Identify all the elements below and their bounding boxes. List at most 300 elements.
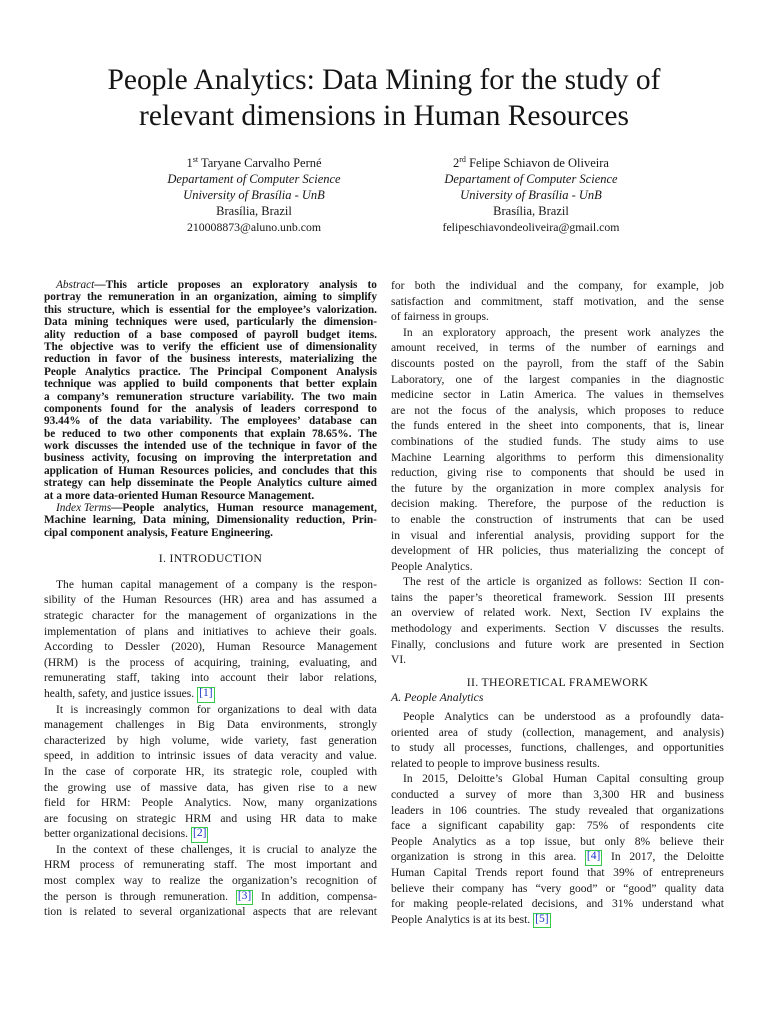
word: reduction bbox=[73, 328, 120, 341]
word: as bbox=[605, 711, 616, 724]
word: functions, bbox=[520, 742, 567, 755]
word: framework. bbox=[553, 591, 607, 604]
word: aiming bbox=[283, 291, 317, 304]
word: Human bbox=[217, 502, 254, 515]
word: to bbox=[324, 781, 334, 794]
word: organizations bbox=[661, 804, 724, 817]
text-line bbox=[391, 435, 724, 451]
word: of bbox=[467, 726, 478, 739]
word: the bbox=[167, 353, 183, 366]
word: can bbox=[359, 415, 377, 428]
word: interests, bbox=[238, 353, 282, 366]
word: of bbox=[125, 625, 136, 638]
word: dimension- bbox=[323, 316, 377, 329]
word: at bbox=[44, 489, 54, 502]
word: management bbox=[44, 719, 103, 732]
word: capital bbox=[120, 578, 152, 591]
word: entered bbox=[447, 420, 482, 433]
word: an bbox=[422, 326, 434, 339]
word: organizations bbox=[314, 797, 377, 810]
word: many bbox=[278, 797, 304, 810]
word: data bbox=[704, 882, 724, 895]
word: area. bbox=[554, 851, 577, 864]
word: II bbox=[689, 576, 697, 589]
word: aimed bbox=[347, 477, 377, 490]
word: issues. bbox=[163, 687, 195, 700]
word: components bbox=[531, 467, 587, 480]
word: be bbox=[523, 711, 535, 724]
word: policies, bbox=[502, 545, 541, 558]
word: Resources bbox=[164, 594, 212, 607]
word: People bbox=[391, 560, 423, 573]
word: discusses bbox=[74, 440, 118, 453]
text-line bbox=[44, 304, 377, 316]
word: in bbox=[489, 342, 499, 355]
word: to bbox=[305, 843, 314, 856]
text-line bbox=[391, 638, 724, 654]
word: medicine bbox=[391, 389, 434, 402]
word: focusing bbox=[67, 812, 107, 825]
word: human bbox=[81, 578, 113, 591]
word: valorization. bbox=[316, 303, 377, 316]
word: explain bbox=[270, 427, 306, 440]
author-university: University of Brasília - UnB bbox=[460, 188, 602, 202]
word: management, bbox=[312, 502, 377, 515]
word: the bbox=[236, 303, 252, 316]
word: training, bbox=[250, 656, 290, 669]
word: group bbox=[697, 773, 724, 786]
text-line bbox=[391, 866, 724, 882]
word: in bbox=[180, 291, 190, 304]
text-line bbox=[44, 440, 377, 452]
word: HR bbox=[477, 545, 494, 558]
word: to bbox=[688, 435, 698, 448]
word: and bbox=[460, 623, 478, 636]
word: to bbox=[367, 279, 377, 291]
word: the bbox=[361, 353, 377, 366]
citation-link[interactable]: [2] bbox=[191, 827, 208, 843]
word: perform bbox=[578, 451, 616, 464]
word: payroll bbox=[263, 328, 299, 341]
word: proposes bbox=[624, 404, 666, 417]
word: the bbox=[560, 326, 575, 339]
word: con- bbox=[703, 576, 724, 589]
word: a bbox=[449, 789, 455, 801]
text-line bbox=[391, 279, 724, 295]
word: study bbox=[409, 742, 435, 755]
word: important bbox=[305, 859, 351, 872]
word: Capital bbox=[433, 866, 467, 879]
word: (2020), bbox=[171, 641, 205, 654]
word: visual bbox=[410, 529, 439, 542]
word: analysis, bbox=[534, 529, 575, 542]
word: Index Terms—People bbox=[56, 502, 155, 515]
word: by bbox=[116, 734, 129, 747]
word: of bbox=[174, 656, 185, 669]
word: the bbox=[709, 529, 724, 542]
word: the bbox=[165, 609, 180, 622]
word: article bbox=[486, 576, 516, 589]
word: in bbox=[98, 353, 108, 366]
citation-link[interactable]: [4] bbox=[585, 850, 602, 866]
section-heading-introduction: I. INTRODUCTION bbox=[158, 551, 263, 566]
word: People bbox=[44, 365, 76, 378]
word: believe bbox=[659, 835, 694, 848]
word: People bbox=[391, 913, 423, 926]
word: assumed bbox=[324, 594, 365, 607]
word: and bbox=[177, 625, 194, 638]
word: be bbox=[681, 513, 693, 526]
word: the bbox=[362, 843, 377, 856]
word: for bbox=[216, 303, 231, 316]
word: to bbox=[333, 812, 343, 825]
text-line bbox=[44, 329, 377, 341]
citation-link[interactable]: [5] bbox=[533, 913, 550, 929]
word: is bbox=[472, 913, 481, 926]
word: the bbox=[546, 498, 561, 511]
word: of bbox=[237, 750, 248, 763]
word: Section bbox=[648, 576, 683, 589]
word: reduction, bbox=[295, 514, 346, 527]
text-line bbox=[44, 502, 377, 514]
word: practice. bbox=[138, 365, 181, 378]
word: organization bbox=[496, 482, 554, 495]
word: is bbox=[305, 578, 314, 591]
word: a bbox=[343, 781, 349, 794]
word: and bbox=[325, 750, 342, 763]
text-line bbox=[44, 609, 377, 625]
word: essential bbox=[169, 303, 210, 316]
word: strong bbox=[473, 851, 503, 864]
word: of bbox=[507, 789, 517, 801]
word: of bbox=[545, 342, 556, 355]
word: Finally, bbox=[391, 638, 426, 651]
word: to bbox=[674, 404, 684, 417]
word: Analytics. bbox=[425, 560, 473, 573]
word: has bbox=[238, 781, 254, 794]
word: that bbox=[627, 513, 645, 526]
word: that bbox=[653, 420, 671, 433]
word: believe bbox=[391, 882, 425, 895]
word: the bbox=[123, 440, 139, 453]
text-line bbox=[44, 353, 377, 365]
word: payroll, bbox=[526, 357, 563, 370]
word: using bbox=[246, 812, 272, 825]
word: earnings bbox=[657, 342, 697, 355]
word: better bbox=[305, 378, 335, 391]
word: entrepreneurs bbox=[661, 866, 724, 879]
word: of bbox=[149, 353, 159, 366]
word: The bbox=[528, 804, 547, 817]
word: HR bbox=[280, 812, 297, 825]
author-block-2 bbox=[396, 155, 666, 235]
word: correspond bbox=[304, 402, 359, 415]
citation-link[interactable]: [3] bbox=[236, 890, 253, 906]
word: area bbox=[438, 726, 458, 739]
word: and bbox=[110, 687, 128, 700]
word: challenges bbox=[115, 719, 165, 732]
word: of bbox=[459, 545, 469, 558]
word: HRM bbox=[185, 812, 212, 825]
paragraph bbox=[391, 279, 724, 326]
word: the bbox=[301, 316, 317, 329]
text-line bbox=[44, 843, 377, 859]
word: explain bbox=[341, 378, 377, 391]
word: Section bbox=[595, 607, 631, 620]
word: database bbox=[309, 415, 352, 428]
word: Dessler bbox=[124, 641, 160, 654]
author-department: Departament of Computer Science bbox=[167, 172, 341, 186]
word: complex bbox=[75, 875, 115, 888]
word: the bbox=[100, 594, 115, 607]
text-line bbox=[391, 726, 724, 742]
word: issue, bbox=[544, 835, 571, 848]
text-line bbox=[391, 653, 724, 669]
word: tains bbox=[391, 591, 413, 604]
abstract-label: Abstract bbox=[56, 279, 95, 291]
word: what bbox=[701, 898, 724, 911]
word: development bbox=[391, 545, 451, 558]
text-line bbox=[44, 465, 377, 477]
word: the bbox=[554, 280, 569, 292]
text-line bbox=[391, 497, 724, 513]
word: volume, bbox=[171, 734, 210, 747]
word: work. bbox=[524, 607, 552, 620]
word: challenges, bbox=[576, 742, 628, 755]
word: and bbox=[647, 295, 664, 308]
text-line bbox=[391, 591, 724, 607]
word: a bbox=[44, 390, 50, 403]
word: improve bbox=[483, 757, 522, 770]
word: Data bbox=[226, 719, 249, 732]
word: staff. bbox=[213, 859, 238, 872]
word: study bbox=[555, 804, 581, 817]
word: Data bbox=[142, 514, 166, 527]
word: its bbox=[494, 913, 506, 926]
word: support bbox=[640, 529, 676, 542]
word: used, bbox=[204, 316, 230, 329]
word: and bbox=[498, 638, 516, 651]
word: their bbox=[702, 835, 724, 848]
word: to bbox=[512, 467, 522, 480]
word: of bbox=[464, 607, 474, 620]
word: to bbox=[141, 750, 151, 763]
word: components bbox=[214, 378, 273, 391]
word: the bbox=[664, 851, 679, 864]
word: acquiring, bbox=[194, 656, 241, 669]
word: sibility bbox=[44, 594, 77, 607]
word: at bbox=[483, 913, 492, 926]
word: discounts bbox=[391, 357, 435, 370]
word: Data bbox=[44, 316, 68, 329]
word: base bbox=[160, 328, 182, 341]
word: activity, bbox=[91, 452, 130, 465]
text-line bbox=[391, 835, 724, 851]
word: of bbox=[83, 594, 94, 607]
word: the bbox=[261, 452, 277, 465]
word: to bbox=[166, 378, 176, 391]
word: into bbox=[191, 672, 209, 685]
word: structure, bbox=[67, 303, 115, 316]
word: conducted bbox=[391, 789, 439, 801]
text-line bbox=[44, 625, 377, 641]
word: 93.44% bbox=[44, 415, 81, 428]
text-line bbox=[391, 560, 724, 576]
word: growing bbox=[67, 781, 107, 794]
word: the bbox=[709, 607, 724, 620]
word: to bbox=[257, 625, 267, 638]
word: experiments. bbox=[486, 623, 546, 636]
word: future bbox=[414, 482, 443, 495]
word: According bbox=[44, 641, 93, 654]
word: Human bbox=[216, 641, 251, 654]
word: in bbox=[671, 638, 681, 651]
word: mining bbox=[74, 316, 109, 329]
word: organized bbox=[536, 576, 582, 589]
word: variety, bbox=[254, 734, 289, 747]
word: reduced bbox=[61, 427, 101, 440]
word: Session bbox=[617, 591, 653, 604]
word: that bbox=[587, 866, 605, 879]
word: use bbox=[708, 435, 724, 448]
word: to bbox=[391, 742, 400, 755]
word: to bbox=[123, 906, 133, 919]
word: in bbox=[489, 420, 499, 433]
word: that bbox=[279, 378, 299, 391]
author-email: 210008873@aluno.unb.com bbox=[186, 220, 322, 234]
word: In bbox=[611, 851, 621, 864]
text-line bbox=[44, 366, 377, 378]
word: decision bbox=[391, 498, 430, 511]
word: challenges, bbox=[180, 843, 233, 856]
text-line bbox=[391, 788, 724, 804]
word: people-related bbox=[456, 898, 523, 911]
word: a bbox=[421, 820, 427, 833]
citation-link[interactable]: [1] bbox=[197, 687, 214, 703]
word: Engineering. bbox=[211, 526, 273, 539]
word: for bbox=[391, 280, 405, 292]
word: of bbox=[642, 866, 653, 879]
title-line-1: People Analytics: Data Mining for the study of bbox=[107, 64, 661, 96]
word: Global bbox=[512, 773, 544, 786]
word: environments, bbox=[261, 719, 327, 732]
word: build bbox=[182, 378, 208, 391]
word: HRM: bbox=[100, 797, 131, 810]
text-line bbox=[44, 703, 377, 719]
word: the bbox=[709, 326, 724, 339]
text-line bbox=[44, 858, 377, 874]
word: theoretical bbox=[493, 591, 543, 604]
word: an bbox=[391, 607, 402, 620]
word: 78.65%. bbox=[312, 427, 352, 440]
word: rest bbox=[427, 576, 445, 589]
word: reduce bbox=[693, 404, 724, 417]
word: generation bbox=[328, 734, 377, 747]
word: the bbox=[450, 513, 466, 526]
word: groups. bbox=[454, 311, 489, 324]
text-line bbox=[44, 514, 377, 526]
word: instruments bbox=[562, 513, 617, 526]
word: in bbox=[80, 750, 90, 763]
word: report bbox=[515, 866, 544, 879]
word: can bbox=[498, 711, 515, 724]
word: to bbox=[104, 641, 114, 654]
word: into bbox=[560, 420, 579, 433]
word: the bbox=[44, 890, 59, 903]
word: discusses bbox=[615, 623, 659, 636]
word: a bbox=[505, 835, 511, 848]
paragraph bbox=[44, 703, 377, 843]
word: the bbox=[391, 482, 406, 495]
text-line bbox=[44, 428, 377, 440]
word: interpretation bbox=[283, 452, 352, 465]
word: are bbox=[594, 638, 609, 651]
word: through bbox=[119, 890, 156, 903]
word: the bbox=[198, 477, 215, 490]
word: staff bbox=[553, 295, 574, 308]
word: characterized bbox=[44, 734, 106, 747]
word: decisions. bbox=[142, 828, 189, 841]
word: Latin bbox=[499, 389, 524, 402]
word: Resource bbox=[200, 489, 245, 502]
word: company bbox=[461, 882, 504, 895]
word: making bbox=[413, 898, 448, 911]
word: initiatives bbox=[202, 625, 249, 638]
word: the bbox=[44, 781, 59, 794]
word: massive bbox=[159, 781, 197, 794]
word: values bbox=[614, 389, 644, 402]
word: relevant bbox=[339, 906, 377, 919]
word: VI. bbox=[391, 654, 407, 667]
word: justice bbox=[130, 687, 161, 700]
word: to bbox=[107, 427, 117, 440]
word: coupled bbox=[310, 765, 348, 778]
word: In bbox=[44, 765, 54, 778]
word: sense bbox=[698, 295, 724, 308]
word: funds bbox=[413, 420, 439, 433]
word: of bbox=[225, 578, 236, 591]
word: Now, bbox=[242, 797, 268, 810]
word: deal bbox=[303, 703, 323, 716]
word: applied bbox=[123, 378, 160, 391]
word: intrinsic bbox=[157, 750, 196, 763]
word: techniques bbox=[115, 316, 168, 329]
word: Deloitte bbox=[686, 851, 724, 864]
word: to bbox=[391, 513, 400, 526]
word: the bbox=[647, 545, 662, 558]
word: is bbox=[104, 890, 113, 903]
word: analysis, bbox=[537, 404, 579, 417]
word: 3,300 bbox=[593, 789, 620, 801]
word: process bbox=[79, 859, 115, 872]
word: taking bbox=[151, 672, 180, 685]
word: approach, bbox=[505, 326, 551, 339]
word: with bbox=[329, 703, 351, 716]
word: ality bbox=[44, 328, 66, 341]
word: this bbox=[44, 303, 62, 316]
text-line bbox=[391, 544, 724, 560]
text-line bbox=[391, 419, 724, 435]
word: The bbox=[220, 415, 240, 428]
word: common bbox=[149, 703, 190, 716]
word: giving bbox=[447, 467, 477, 480]
title-line-2: relevant dimensions in Human Resources bbox=[139, 100, 629, 132]
word: is bbox=[69, 906, 78, 919]
word: and bbox=[656, 726, 674, 739]
word: People bbox=[141, 797, 174, 810]
word: a bbox=[146, 328, 152, 341]
author-name: 1st Taryane Carvalho Perné bbox=[186, 155, 322, 170]
